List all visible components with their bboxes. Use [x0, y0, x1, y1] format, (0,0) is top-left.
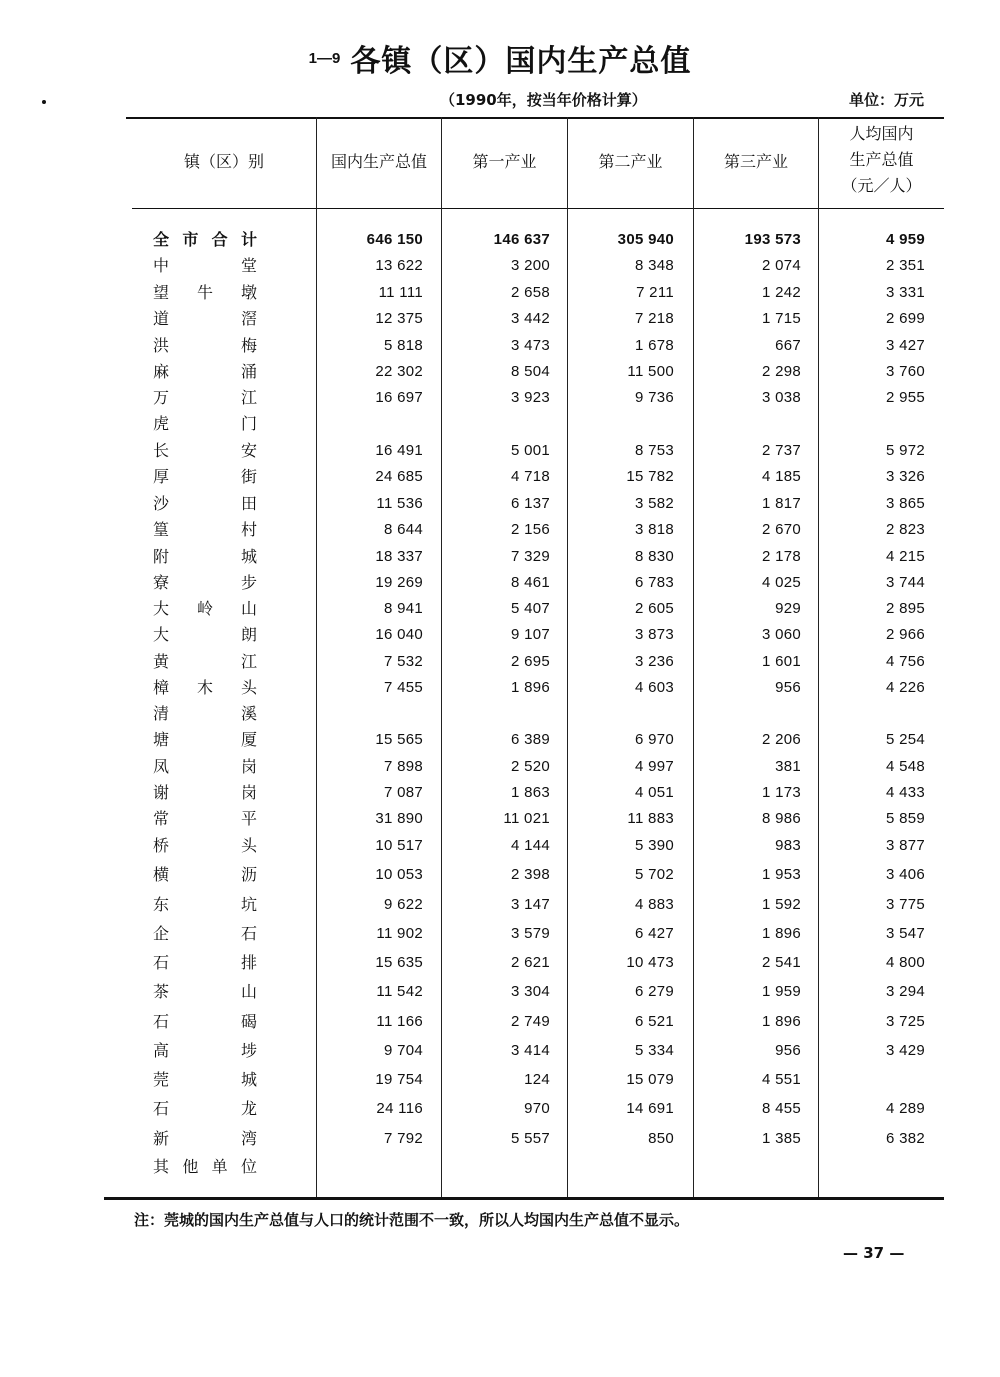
table-row — [0, 358, 1000, 385]
town-name: 东 坑 — [153, 895, 257, 914]
table-row — [0, 252, 1000, 279]
cell-primary: 6 389 — [510, 731, 550, 748]
cell-per-capita: 2 699 — [885, 310, 925, 327]
unit-label: 单位：万元 — [848, 91, 924, 109]
town-name: 中 堂 — [153, 256, 257, 275]
cell-primary: 2 695 — [510, 653, 550, 670]
table-row — [0, 949, 1000, 976]
header-secondary: 第二产业 — [598, 152, 663, 171]
table-row — [0, 516, 1000, 543]
table-row — [0, 700, 1000, 727]
cell-tertiary: 956 — [775, 679, 801, 696]
cell-tertiary: 929 — [775, 600, 801, 617]
cell-secondary: 8 753 — [634, 442, 674, 459]
town-name: 新 湾 — [153, 1129, 257, 1148]
cell-per-capita: 3 865 — [885, 495, 925, 512]
cell-tertiary: 3 038 — [761, 389, 801, 406]
cell-per-capita: 3 406 — [885, 866, 925, 883]
cell-per-capita: 4 800 — [885, 954, 925, 971]
town-name: 黄 江 — [153, 652, 257, 671]
cell-per-capita: 3 547 — [885, 925, 925, 942]
table-row — [0, 305, 1000, 332]
town-name: 沙 田 — [153, 494, 257, 513]
cell-per-capita: 4 959 — [885, 231, 925, 248]
table-row — [0, 410, 1000, 437]
cell-secondary: 6 783 — [634, 574, 674, 591]
cell-primary: 8 504 — [510, 363, 550, 380]
cell-secondary: 5 334 — [634, 1042, 674, 1059]
header-tertiary: 第三产业 — [723, 152, 788, 171]
footnote: 注：莞城的国内生产总值与人口的统计范围不一致，所以人均国内生产总值不显示。 — [134, 1211, 690, 1229]
cell-gdp: 16 491 — [375, 442, 423, 459]
cell-per-capita: 2 966 — [885, 626, 925, 643]
cell-secondary: 14 691 — [626, 1100, 674, 1117]
town-name: 虎 门 — [153, 414, 257, 433]
cell-gdp: 24 116 — [376, 1100, 423, 1117]
cell-gdp: 7 455 — [383, 679, 423, 696]
town-name: 附 城 — [153, 547, 257, 566]
town-name: 茶 山 — [153, 982, 257, 1001]
cell-tertiary: 1 242 — [761, 284, 801, 301]
town-name: 望 牛 墩 — [153, 283, 257, 302]
cell-tertiary: 1 896 — [761, 1013, 801, 1030]
town-name: 凤 岗 — [153, 757, 257, 776]
page-number: — 37 — — [843, 1244, 905, 1262]
cell-secondary: 15 782 — [626, 468, 674, 485]
cell-tertiary: 2 541 — [761, 954, 801, 971]
cell-primary: 1 896 — [510, 679, 550, 696]
town-name: 大 岭 山 — [153, 599, 257, 618]
cell-per-capita: 3 429 — [885, 1042, 925, 1059]
table-row — [0, 1066, 1000, 1093]
table-row — [0, 437, 1000, 464]
cell-gdp: 22 302 — [375, 363, 423, 380]
cell-secondary: 3 818 — [634, 521, 674, 538]
cell-primary: 3 473 — [510, 337, 550, 354]
cell-primary: 5 407 — [510, 600, 550, 617]
cell-gdp: 11 166 — [376, 1013, 423, 1030]
header-town: 镇（区）别 — [183, 152, 264, 171]
cell-tertiary: 2 670 — [761, 521, 801, 538]
cell-per-capita: 3 427 — [885, 337, 925, 354]
cell-primary: 2 156 — [510, 521, 550, 538]
cell-per-capita: 5 859 — [885, 810, 925, 827]
cell-gdp: 9 704 — [383, 1042, 423, 1059]
cell-gdp: 11 542 — [376, 983, 423, 1000]
cell-primary: 3 579 — [510, 925, 550, 942]
table-row — [0, 726, 1000, 753]
town-name: 道 滘 — [153, 309, 257, 328]
cell-gdp: 16 697 — [375, 389, 423, 406]
cell-secondary: 4 051 — [634, 784, 674, 801]
cell-gdp: 15 635 — [375, 954, 423, 971]
cell-gdp: 24 685 — [375, 468, 423, 485]
cell-secondary: 10 473 — [626, 954, 674, 971]
cell-tertiary: 4 025 — [761, 574, 801, 591]
cell-primary: 3 304 — [510, 983, 550, 1000]
cell-secondary: 850 — [648, 1130, 674, 1147]
table-row — [0, 332, 1000, 359]
table-title — [0, 36, 1000, 80]
cell-gdp: 8 941 — [383, 600, 423, 617]
cell-primary: 3 923 — [510, 389, 550, 406]
header-per-capita-line1: 人均国内 — [849, 124, 914, 143]
cell-gdp: 646 150 — [366, 231, 423, 248]
cell-secondary: 11 500 — [627, 363, 674, 380]
cell-primary: 4 718 — [510, 468, 550, 485]
cell-tertiary: 983 — [775, 837, 801, 854]
table-row — [0, 674, 1000, 701]
cell-gdp: 16 040 — [375, 626, 423, 643]
header-per-capita-line3: （元／人） — [841, 176, 922, 195]
town-name: 莞 城 — [153, 1070, 257, 1089]
cell-secondary: 8 830 — [634, 548, 674, 565]
town-name: 洪 梅 — [153, 336, 257, 355]
table-row — [0, 779, 1000, 806]
cell-tertiary: 1 817 — [761, 495, 801, 512]
table-row — [0, 1153, 1000, 1180]
cell-gdp: 10 053 — [375, 866, 423, 883]
cell-tertiary: 2 178 — [761, 548, 801, 565]
cell-primary: 2 398 — [510, 866, 550, 883]
cell-primary: 146 637 — [493, 231, 550, 248]
cell-tertiary: 381 — [775, 758, 801, 775]
cell-tertiary: 193 573 — [744, 231, 801, 248]
cell-per-capita: 2 955 — [885, 389, 925, 406]
table-row — [0, 384, 1000, 411]
cell-primary: 2 658 — [510, 284, 550, 301]
table-title-text: 各镇（区）国内生产总值 — [350, 44, 692, 79]
cell-gdp: 9 622 — [383, 896, 423, 913]
cell-primary: 4 144 — [510, 837, 550, 854]
table-row — [0, 920, 1000, 947]
header-per-capita — [819, 121, 944, 199]
cell-secondary: 9 736 — [634, 389, 674, 406]
table-row — [0, 1095, 1000, 1122]
cell-primary: 3 414 — [510, 1042, 550, 1059]
cell-gdp: 5 818 — [383, 337, 423, 354]
cell-tertiary: 1 896 — [761, 925, 801, 942]
cell-tertiary: 1 173 — [761, 784, 801, 801]
cell-gdp: 11 111 — [378, 284, 423, 301]
cell-gdp: 15 565 — [375, 731, 423, 748]
cell-secondary: 4 603 — [634, 679, 674, 696]
cell-tertiary: 2 206 — [761, 731, 801, 748]
town-name: 石 排 — [153, 953, 257, 972]
cell-primary: 2 621 — [510, 954, 550, 971]
cell-tertiary: 667 — [775, 337, 801, 354]
cell-gdp: 11 536 — [376, 495, 423, 512]
table-bottom-rule — [104, 1197, 944, 1200]
cell-gdp: 7 087 — [383, 784, 423, 801]
cell-tertiary: 2 737 — [761, 442, 801, 459]
header-per-capita-line2: 生产总值 — [849, 150, 914, 169]
cell-per-capita: 3 775 — [885, 896, 925, 913]
cell-gdp: 19 754 — [375, 1071, 423, 1088]
cell-per-capita: 4 289 — [885, 1100, 925, 1117]
table-row — [0, 569, 1000, 596]
cell-per-capita: 5 254 — [885, 731, 925, 748]
cell-per-capita: 3 760 — [885, 363, 925, 380]
cell-primary: 2 749 — [510, 1013, 550, 1030]
cell-gdp: 7 898 — [383, 758, 423, 775]
cell-tertiary: 4 185 — [761, 468, 801, 485]
table-row — [0, 978, 1000, 1005]
cell-primary: 11 021 — [503, 810, 550, 827]
cell-secondary: 11 883 — [627, 810, 674, 827]
town-name: 长 安 — [153, 441, 257, 460]
town-name: 寮 步 — [153, 573, 257, 592]
town-name: 其 他 单 位 — [153, 1157, 257, 1176]
cell-secondary: 3 873 — [634, 626, 674, 643]
town-name: 大 朗 — [153, 625, 257, 644]
cell-per-capita: 4 226 — [885, 679, 925, 696]
cell-tertiary: 1 601 — [761, 653, 801, 670]
cell-per-capita: 4 215 — [885, 548, 925, 565]
cell-tertiary: 8 986 — [761, 810, 801, 827]
cell-gdp: 7 792 — [383, 1130, 423, 1147]
table-row — [0, 805, 1000, 832]
town-name: 高 埗 — [153, 1041, 257, 1060]
cell-per-capita: 3 326 — [885, 468, 925, 485]
cell-primary: 3 442 — [510, 310, 550, 327]
town-name: 篁 村 — [153, 520, 257, 539]
cell-gdp: 19 269 — [375, 574, 423, 591]
cell-per-capita: 3 725 — [885, 1013, 925, 1030]
cell-per-capita: 3 744 — [885, 574, 925, 591]
cell-per-capita: 4 548 — [885, 758, 925, 775]
cell-tertiary: 1 715 — [761, 310, 801, 327]
town-name: 塘 厦 — [153, 730, 257, 749]
table-row — [0, 279, 1000, 306]
cell-secondary: 4 997 — [634, 758, 674, 775]
cell-secondary: 6 279 — [634, 983, 674, 1000]
cell-secondary: 3 236 — [634, 653, 674, 670]
cell-primary: 2 520 — [510, 758, 550, 775]
cell-primary: 5 557 — [510, 1130, 550, 1147]
cell-primary: 9 107 — [510, 626, 550, 643]
cell-secondary: 8 348 — [634, 257, 674, 274]
town-name: 樟 木 头 — [153, 678, 257, 697]
town-name: 谢 岗 — [153, 783, 257, 802]
table-number: 1—9 — [308, 49, 341, 67]
stray-dot — [42, 100, 46, 104]
cell-per-capita: 3 294 — [885, 983, 925, 1000]
table-row — [0, 1037, 1000, 1064]
cell-secondary: 7 218 — [634, 310, 674, 327]
town-name: 企 石 — [153, 924, 257, 943]
table-row — [0, 621, 1000, 648]
cell-primary: 6 137 — [510, 495, 550, 512]
cell-primary: 7 329 — [510, 548, 550, 565]
cell-tertiary: 1 959 — [761, 983, 801, 1000]
table-row — [0, 543, 1000, 570]
cell-tertiary: 4 551 — [761, 1071, 801, 1088]
cell-secondary: 5 702 — [634, 866, 674, 883]
cell-tertiary: 8 455 — [761, 1100, 801, 1117]
cell-primary: 1 863 — [510, 784, 550, 801]
table-subtitle: （1990年，按当年价格计算） — [440, 91, 647, 109]
cell-gdp: 31 890 — [375, 810, 423, 827]
table-row — [0, 490, 1000, 517]
cell-secondary: 7 211 — [636, 284, 674, 301]
table-row — [0, 1125, 1000, 1152]
cell-tertiary: 2 074 — [761, 257, 801, 274]
cell-per-capita: 2 351 — [885, 257, 925, 274]
cell-secondary: 15 079 — [626, 1071, 674, 1088]
table-top-rule — [126, 117, 944, 119]
town-name: 桥 头 — [153, 836, 257, 855]
town-name: 厚 街 — [153, 467, 257, 486]
cell-tertiary: 3 060 — [761, 626, 801, 643]
cell-tertiary: 1 953 — [761, 866, 801, 883]
cell-tertiary: 2 298 — [761, 363, 801, 380]
cell-secondary: 6 521 — [634, 1013, 674, 1030]
cell-secondary: 3 582 — [634, 495, 674, 512]
table-row — [0, 648, 1000, 675]
town-name: 横 沥 — [153, 865, 257, 884]
town-name: 常 平 — [153, 809, 257, 828]
cell-per-capita: 3 877 — [885, 837, 925, 854]
town-name: 麻 涌 — [153, 362, 257, 381]
cell-gdp: 7 532 — [383, 653, 423, 670]
table-row — [0, 463, 1000, 490]
cell-primary: 3 147 — [510, 896, 550, 913]
cell-per-capita: 4 756 — [885, 653, 925, 670]
cell-secondary: 1 678 — [634, 337, 674, 354]
cell-gdp: 12 375 — [375, 310, 423, 327]
cell-primary: 970 — [524, 1100, 550, 1117]
cell-secondary: 6 427 — [634, 925, 674, 942]
cell-gdp: 10 517 — [375, 837, 423, 854]
header-bottom-rule — [132, 208, 944, 209]
cell-tertiary: 1 592 — [761, 896, 801, 913]
cell-primary: 5 001 — [510, 442, 550, 459]
cell-gdp: 11 902 — [376, 925, 423, 942]
cell-primary: 3 200 — [510, 257, 550, 274]
town-name: 石 碣 — [153, 1012, 257, 1031]
cell-secondary: 4 883 — [634, 896, 674, 913]
cell-tertiary: 956 — [775, 1042, 801, 1059]
cell-per-capita: 4 433 — [885, 784, 925, 801]
cell-secondary: 2 605 — [634, 600, 674, 617]
cell-per-capita: 6 382 — [885, 1130, 925, 1147]
cell-secondary: 5 390 — [634, 837, 674, 854]
town-name: 万 江 — [153, 388, 257, 407]
table-row — [0, 595, 1000, 622]
cell-tertiary: 1 385 — [761, 1130, 801, 1147]
cell-secondary: 6 970 — [634, 731, 674, 748]
cell-gdp: 18 337 — [375, 548, 423, 565]
table-row — [0, 861, 1000, 888]
total-row — [0, 226, 1000, 253]
cell-gdp: 13 622 — [375, 257, 423, 274]
town-name: 全 市 合 计 — [153, 230, 257, 249]
table-row — [0, 891, 1000, 918]
cell-secondary: 305 940 — [617, 231, 674, 248]
cell-per-capita: 3 331 — [885, 284, 925, 301]
table-row — [0, 1008, 1000, 1035]
cell-primary: 124 — [524, 1071, 550, 1088]
cell-primary: 8 461 — [510, 574, 550, 591]
cell-gdp: 8 644 — [383, 521, 423, 538]
cell-per-capita: 5 972 — [885, 442, 925, 459]
header-primary: 第一产业 — [472, 152, 537, 171]
header-gdp: 国内生产总值 — [330, 152, 427, 171]
table-row — [0, 832, 1000, 859]
town-name: 清 溪 — [153, 704, 257, 723]
cell-per-capita: 2 823 — [885, 521, 925, 538]
town-name: 石 龙 — [153, 1099, 257, 1118]
cell-per-capita: 2 895 — [885, 600, 925, 617]
table-row — [0, 753, 1000, 780]
